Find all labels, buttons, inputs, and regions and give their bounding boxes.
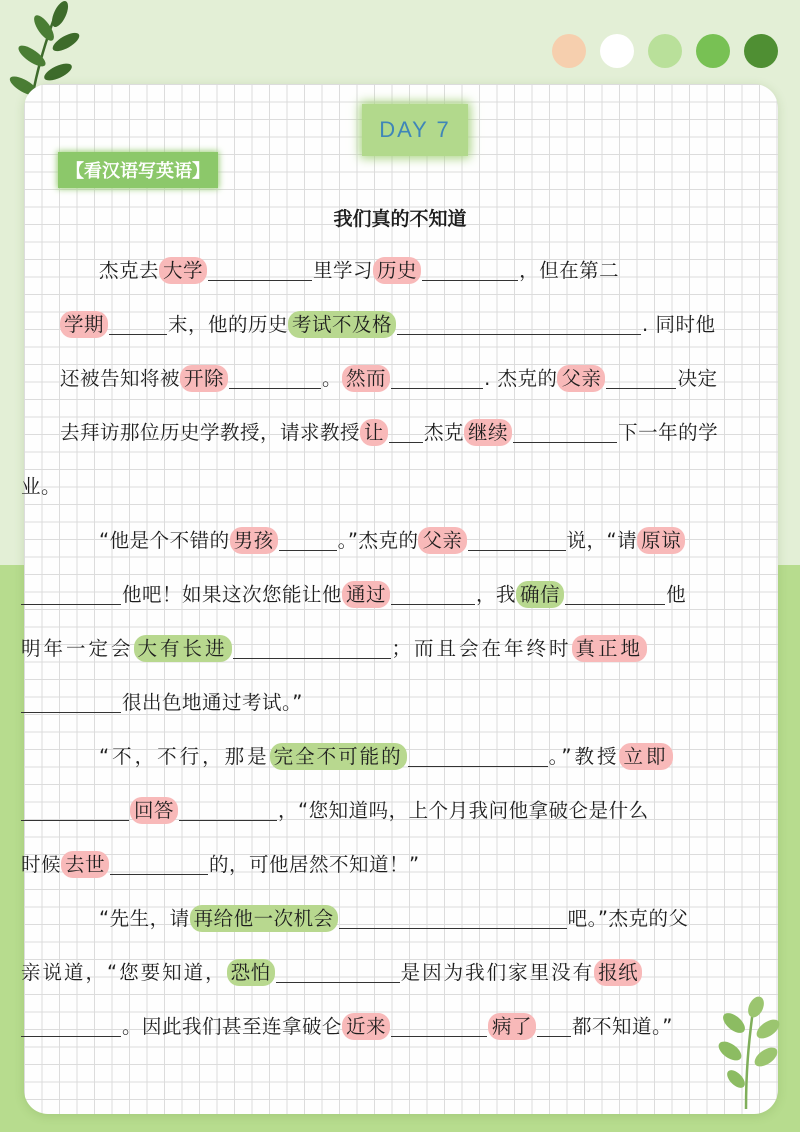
text: 很出色地通过考试。” — [122, 691, 303, 714]
color-dot-5 — [744, 34, 778, 68]
text: 亲说道，“您要知道， — [21, 961, 227, 984]
text: 是因为我们家里没有 — [400, 961, 595, 984]
highlight-word: 历史 — [373, 257, 421, 284]
text: 吧。”杰克的父 — [567, 907, 689, 930]
highlight-word: 然而 — [342, 365, 390, 392]
highlight-word: 大有长进 — [134, 635, 232, 662]
answer-blank[interactable] — [606, 366, 676, 389]
highlight-word: 考试不及格 — [288, 311, 396, 338]
highlight-word: 回答 — [130, 797, 178, 824]
paragraph-2 — [21, 514, 750, 730]
text: 末，他的历史 — [168, 313, 289, 336]
text: 。因此我们甚至连拿破仑 — [122, 1015, 343, 1038]
answer-blank[interactable] — [109, 312, 167, 335]
text: ，但在第二 — [519, 259, 620, 282]
text: ；而且会在年终时 — [391, 637, 572, 660]
text: 明年一定会 — [21, 637, 134, 660]
highlight-word: 父亲 — [557, 365, 605, 392]
highlight-word: 学期 — [60, 311, 108, 338]
text: 决定 — [677, 367, 718, 390]
answer-blank[interactable] — [276, 960, 400, 983]
highlight-word: 真正地 — [572, 635, 648, 662]
highlight-word: 男孩 — [230, 527, 278, 554]
answer-blank[interactable] — [229, 366, 321, 389]
highlight-word: 病了 — [488, 1013, 536, 1040]
answer-blank[interactable] — [391, 366, 483, 389]
answer-blank[interactable] — [391, 1014, 487, 1037]
highlight-word: 继续 — [464, 419, 512, 446]
page-title: 我们真的不知道 — [333, 208, 467, 230]
text: “不，不行，那是 — [99, 745, 270, 768]
answer-blank[interactable] — [110, 852, 208, 875]
exercise-text — [21, 244, 750, 1054]
text: 杰克去 — [99, 259, 160, 282]
text: 杰克 — [424, 421, 465, 444]
day-label: DAY 7 — [362, 104, 468, 156]
text: 业。 — [21, 475, 62, 498]
text: . 杰克的 — [484, 367, 558, 390]
answer-blank[interactable] — [208, 258, 312, 281]
text: 他吧！如果这次您能让他 — [122, 583, 343, 606]
highlight-word: 报纸 — [594, 959, 642, 986]
text: 。”杰克的 — [337, 529, 419, 552]
highlight-word: 去世 — [61, 851, 109, 878]
color-dot-2 — [600, 34, 634, 68]
text: . 同时他 — [642, 313, 716, 336]
text: 都不知道。” — [572, 1015, 673, 1038]
answer-blank[interactable] — [339, 906, 567, 929]
answer-blank[interactable] — [233, 636, 391, 659]
text: 去拜访那位历史学教授，请求教授 — [60, 421, 361, 444]
highlight-word: 完全不可能的 — [270, 743, 407, 770]
answer-blank[interactable] — [513, 420, 617, 443]
text: 。”教授 — [548, 745, 620, 768]
highlight-word: 让 — [360, 419, 388, 446]
text: 的，可他居然不知道！” — [209, 853, 420, 876]
highlight-word: 大学 — [159, 257, 207, 284]
highlight-word: 通过 — [342, 581, 390, 608]
answer-blank[interactable] — [391, 582, 475, 605]
answer-blank[interactable] — [537, 1014, 571, 1037]
answer-blank[interactable] — [21, 798, 129, 821]
color-dot-3 — [648, 34, 682, 68]
paragraph-3 — [21, 730, 750, 892]
answer-blank[interactable] — [422, 258, 518, 281]
answer-blank[interactable] — [179, 798, 277, 821]
text: 里学习 — [313, 259, 374, 282]
text: “先生，请 — [99, 907, 190, 930]
answer-blank[interactable] — [279, 528, 337, 551]
text: “他是个不错的 — [99, 529, 230, 552]
highlight-word: 原谅 — [637, 527, 685, 554]
highlight-word: 再给他一次机会 — [190, 905, 338, 932]
text: 他 — [666, 583, 687, 606]
answer-blank[interactable] — [21, 690, 121, 713]
color-dot-4 — [696, 34, 730, 68]
highlight-word: 近来 — [342, 1013, 390, 1040]
answer-blank[interactable] — [565, 582, 665, 605]
text: ，“您知道吗，上个月我问他拿破仑是什么 — [278, 799, 649, 822]
plant-decoration-icon — [706, 995, 786, 1110]
highlight-word: 确信 — [516, 581, 564, 608]
text: 还被告知将被 — [60, 367, 181, 390]
text: 下一年的学 — [618, 421, 719, 444]
highlight-word: 立即 — [619, 743, 672, 770]
answer-blank[interactable] — [21, 582, 121, 605]
answer-blank[interactable] — [397, 312, 641, 335]
highlight-word: 父亲 — [418, 527, 466, 554]
answer-blank[interactable] — [21, 1014, 121, 1037]
text: 说，“请 — [566, 529, 638, 552]
color-dot-1 — [552, 34, 586, 68]
highlight-word: 开除 — [180, 365, 228, 392]
answer-blank[interactable] — [389, 420, 423, 443]
section-label: 【看汉语写英语】 — [58, 152, 218, 188]
answer-blank[interactable] — [468, 528, 566, 551]
color-dots — [552, 34, 778, 68]
text: 。 — [322, 367, 343, 390]
paragraph-1 — [21, 244, 750, 514]
text: 时候 — [21, 853, 62, 876]
highlight-word: 恐怕 — [227, 959, 275, 986]
paragraph-4 — [21, 892, 750, 1054]
text: ，我 — [476, 583, 517, 606]
answer-blank[interactable] — [408, 744, 548, 767]
